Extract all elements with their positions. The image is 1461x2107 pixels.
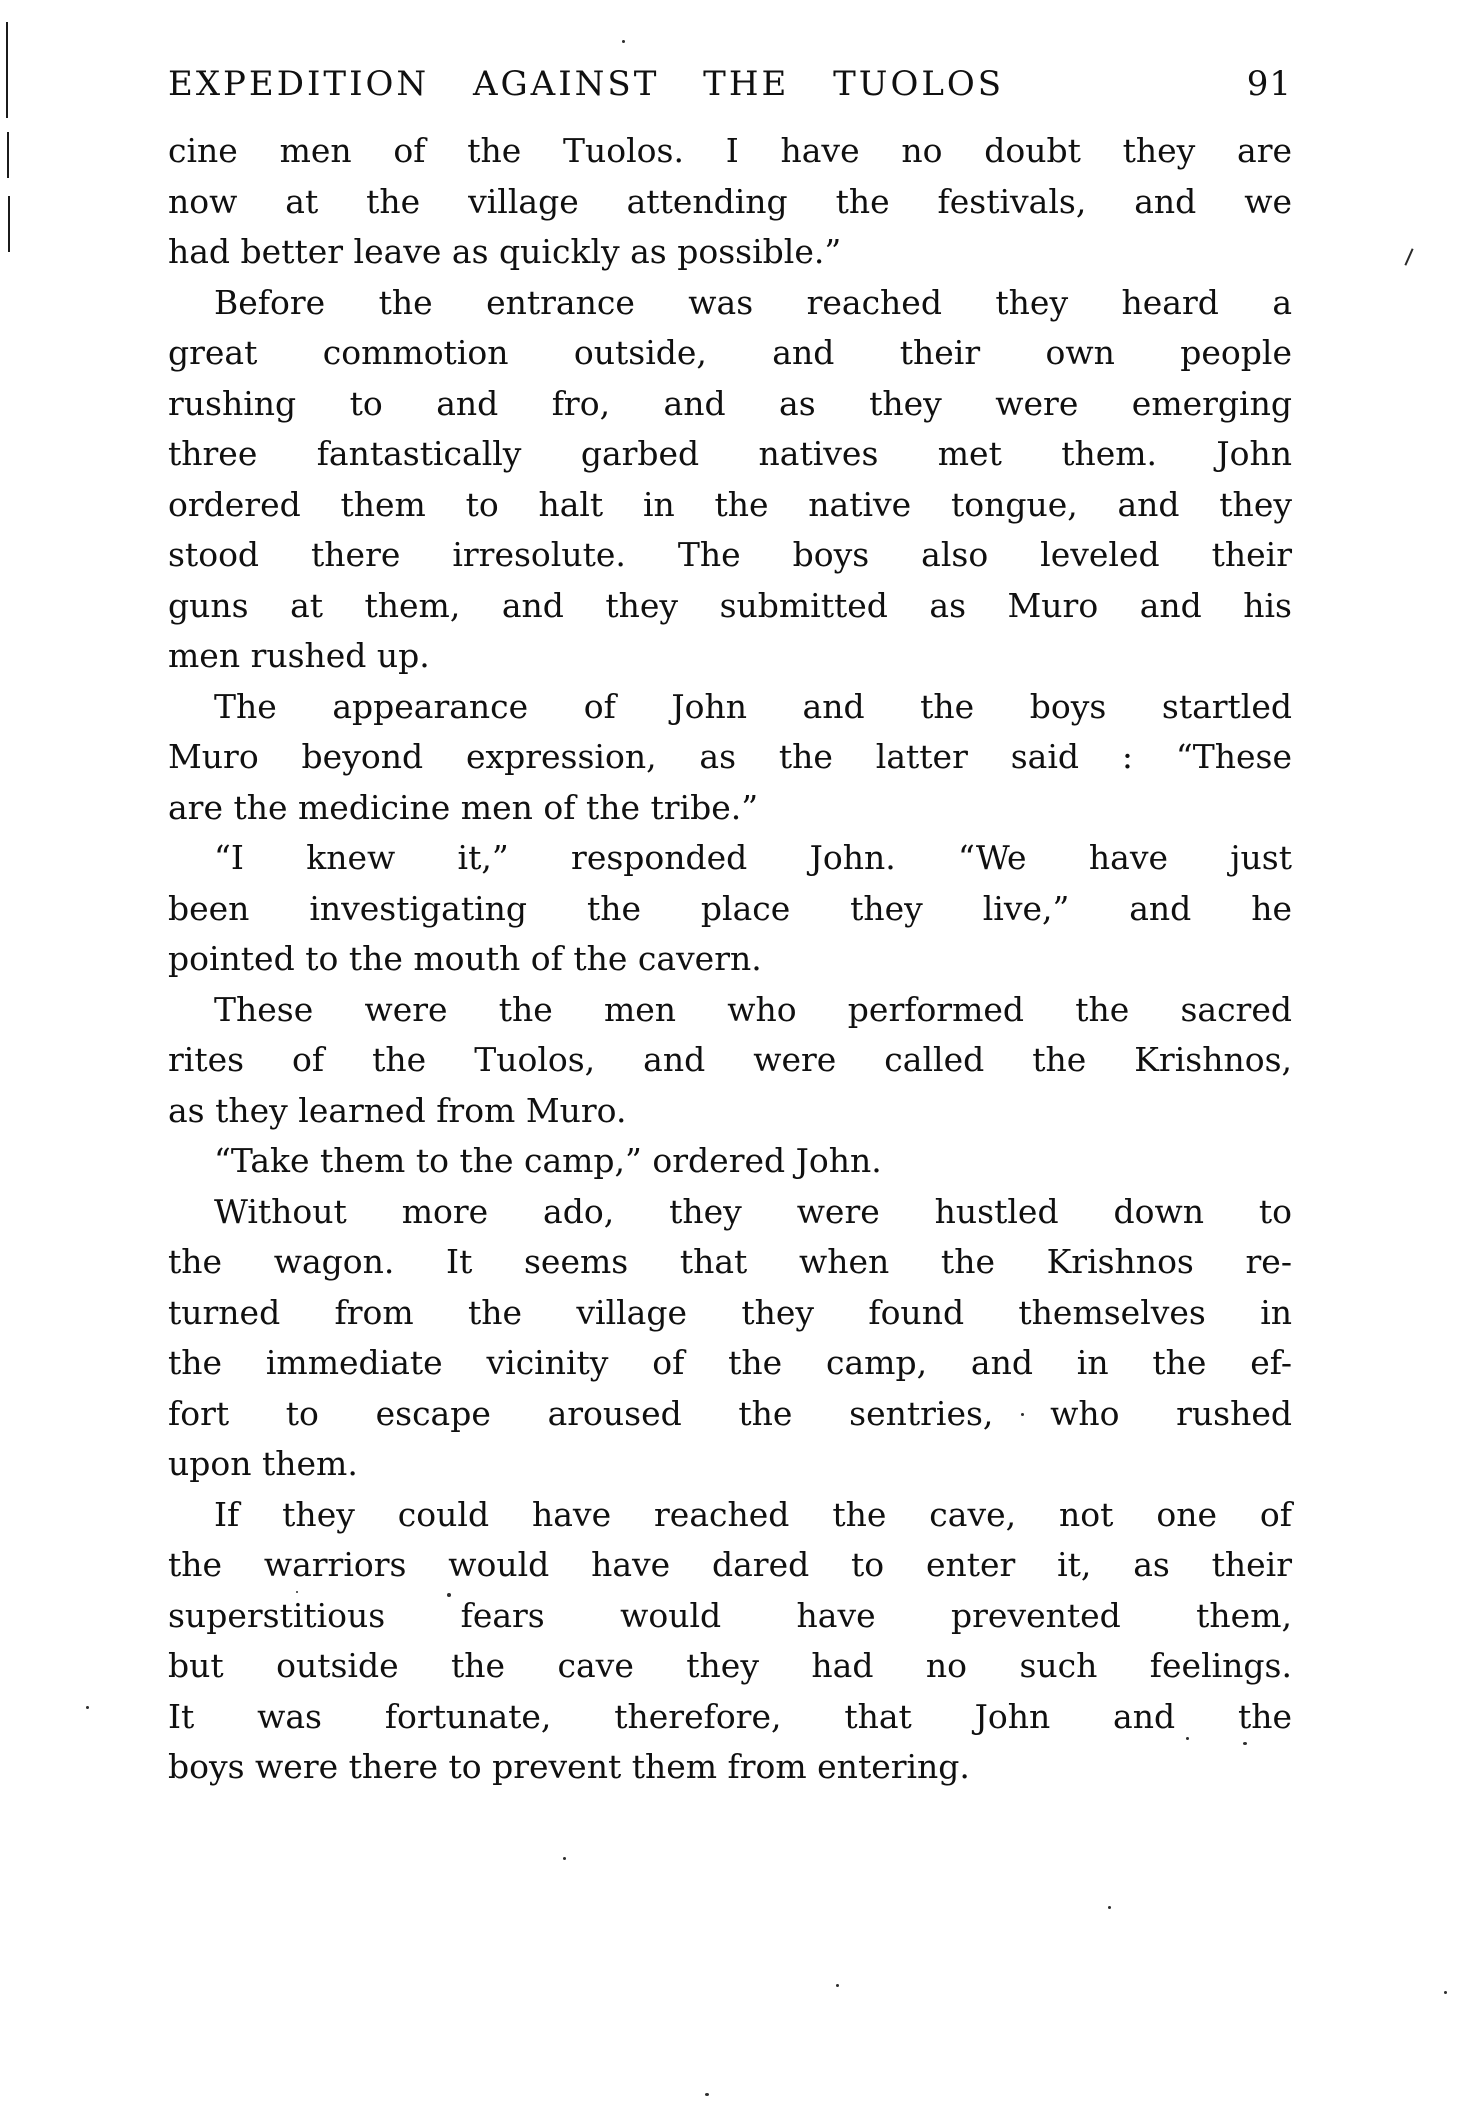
text-line: the immediate vicinity of the camp, and in the ef-	[168, 1343, 1292, 1382]
text-line: “I knew it,” responded John. “We have just	[214, 838, 1292, 877]
running-head-title: EXPEDITION AGAINST THE TUOLOS	[168, 64, 1005, 104]
text-line: Before the entrance was reached they heard a	[214, 282, 1292, 322]
text-line: now at the village attending the festivals, and we	[168, 181, 1292, 221]
scan-edge-artifact	[8, 196, 10, 252]
text-line: but outside the cave they had no such feelings.	[168, 1646, 1292, 1685]
text-line: It was fortunate, therefore, that John and the	[168, 1696, 1292, 1736]
page-number: 91	[1246, 64, 1292, 104]
text-line: men rushed up.	[168, 636, 430, 675]
scan-edge-artifact	[7, 132, 9, 178]
text-line: boys were there to prevent them from entering.	[168, 1747, 970, 1786]
text-line: three fantastically garbed natives met them. John	[168, 434, 1292, 473]
text-line: rushing to and fro, and as they were emerging	[168, 383, 1292, 423]
scan-speckle	[1444, 1991, 1447, 1994]
text-line: Without more ado, they were hustled down to	[214, 1191, 1292, 1231]
text-line: The appearance of John and the boys startled	[214, 686, 1292, 726]
text-line: upon them.	[168, 1444, 358, 1483]
scan-speckle	[836, 1984, 839, 1987]
scan-mark-artifact	[1404, 248, 1413, 265]
scan-speckle	[86, 1706, 89, 1709]
text-line: fort to escape aroused the sentries, who rushed	[168, 1393, 1292, 1433]
text-line: been investigating the place they live,” and he	[168, 888, 1292, 928]
scan-speckle	[1108, 1906, 1111, 1909]
text-line: superstitious fears would have prevented them,	[168, 1595, 1292, 1635]
text-line: great commotion outside, and their own people	[168, 333, 1292, 372]
text-line: turned from the village they found themselves in	[168, 1292, 1292, 1332]
text-line: had better leave as quickly as possible.”	[168, 232, 842, 271]
text-line: Muro beyond expression, as the latter said : “These	[168, 737, 1292, 776]
text-line: These were the men who performed the sacred	[214, 989, 1292, 1029]
text-line: stood there irresolute. The boys also leveled their	[168, 535, 1292, 574]
scan-speckle	[622, 40, 625, 43]
text-line: are the medicine men of the tribe.”	[168, 787, 759, 827]
text-line: pointed to the mouth of the cavern.	[168, 939, 762, 978]
scan-speckle	[705, 2093, 709, 2096]
text-line: the wagon. It seems that when the Krishnos re-	[168, 1242, 1292, 1281]
text-line: rites of the Tuolos, and were called the Krishnos,	[168, 1040, 1292, 1079]
text-line: ordered them to halt in the native tongue, and they	[168, 484, 1292, 524]
text-line: If they could have reached the cave, not one of	[214, 1494, 1292, 1534]
text-line: “Take them to the camp,” ordered John.	[214, 1141, 882, 1180]
scan-speckle	[563, 1857, 566, 1860]
text-line: cine men of the Tuolos. I have no doubt they are	[168, 131, 1292, 170]
text-line: as they learned from Muro.	[168, 1090, 627, 1130]
page-header	[168, 64, 1292, 104]
text-line: the warriors would have dared to enter it, as their	[168, 1545, 1292, 1584]
body-text	[168, 126, 1292, 1793]
scan-edge-artifact	[6, 22, 8, 118]
text-line: guns at them, and they submitted as Muro and his	[168, 585, 1292, 625]
